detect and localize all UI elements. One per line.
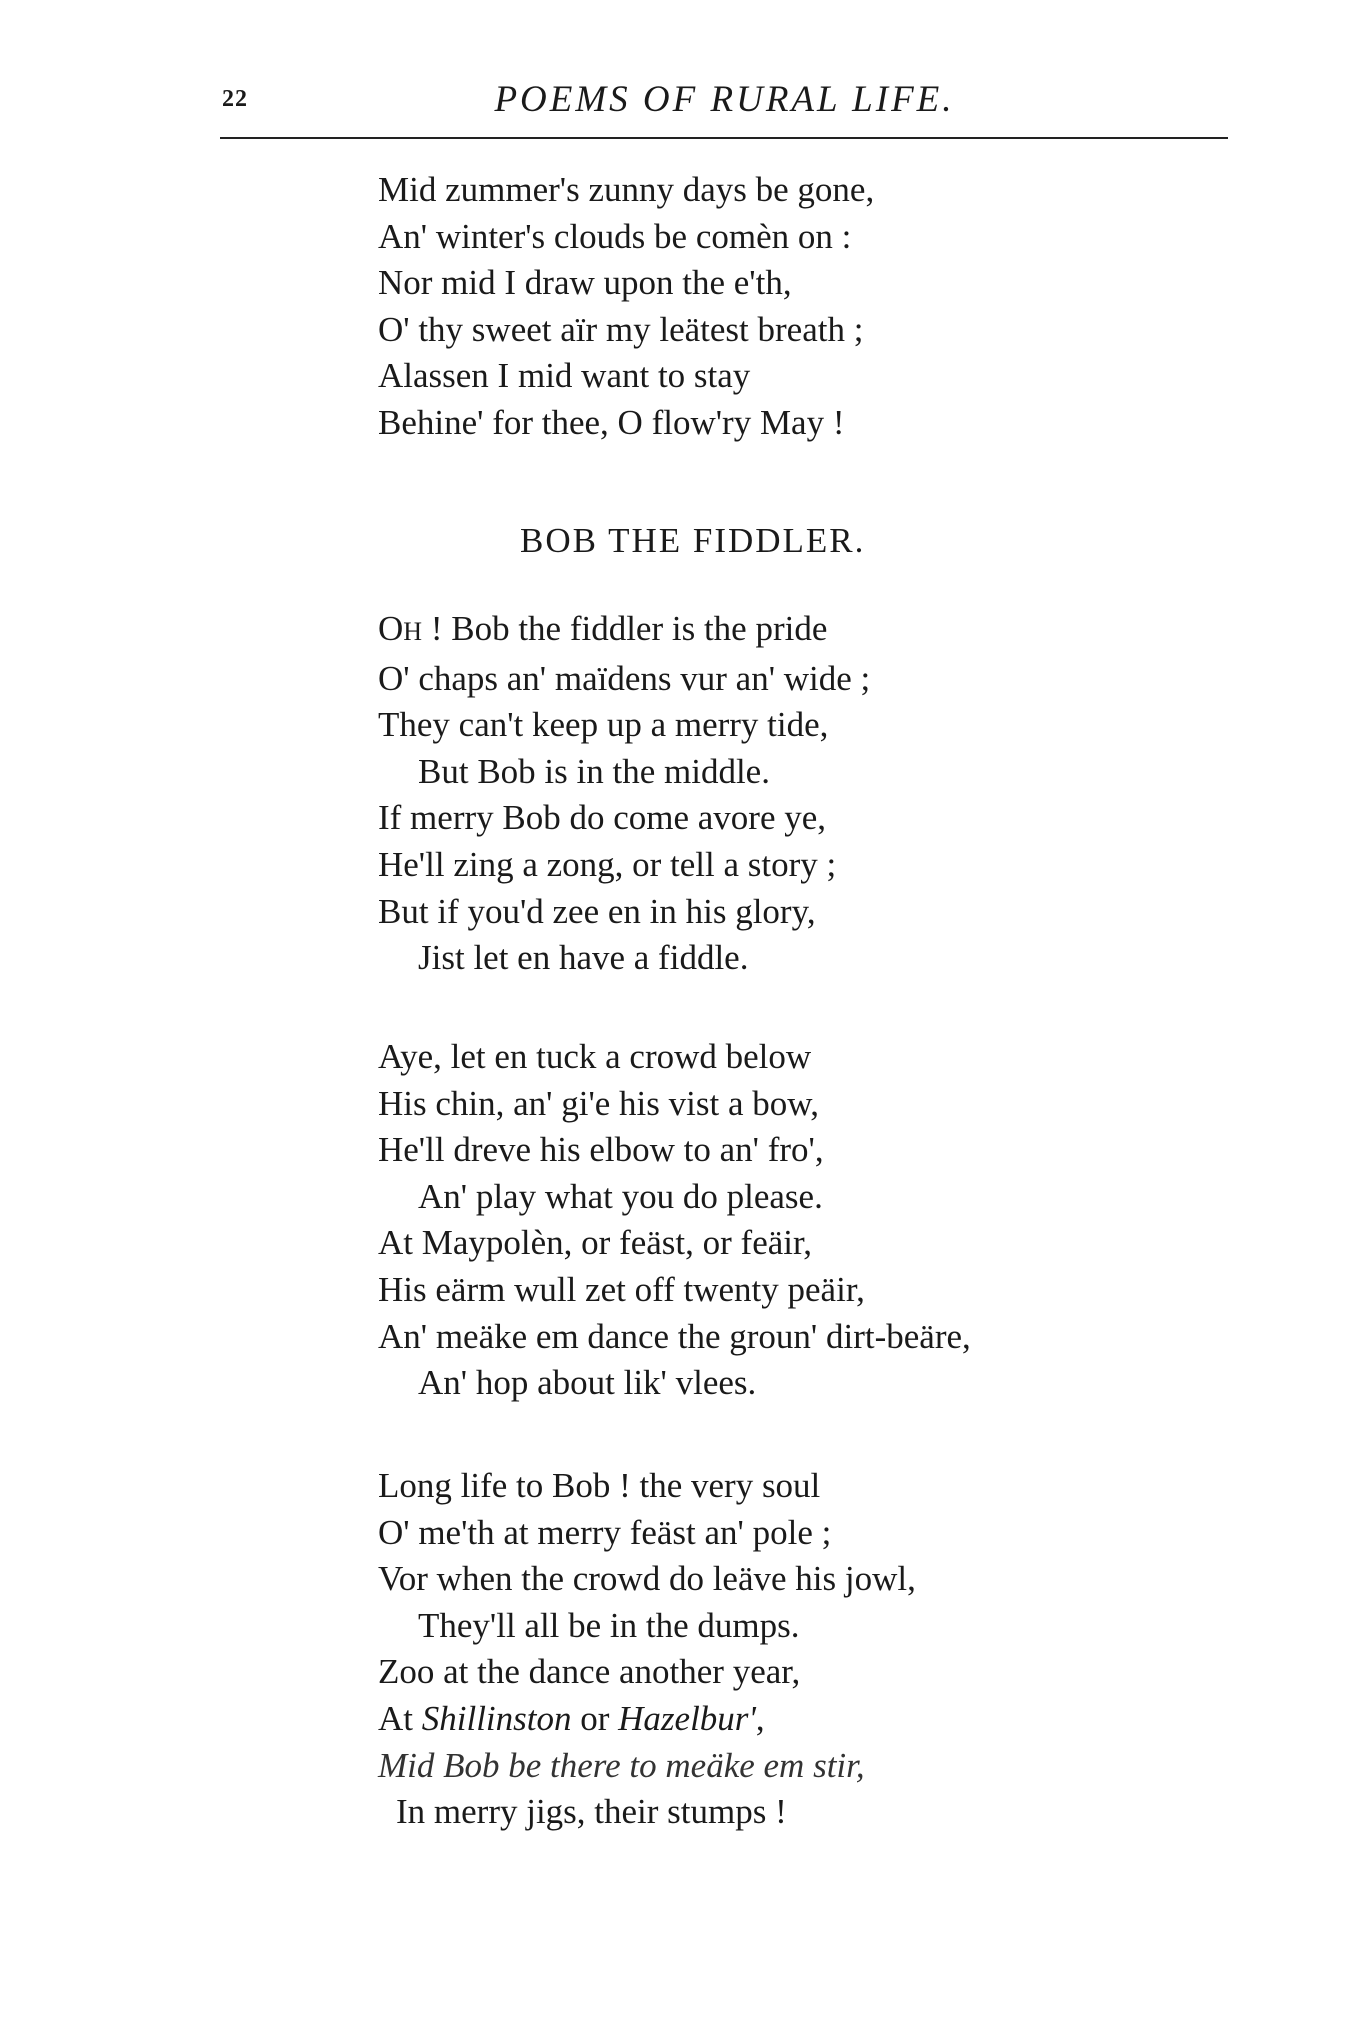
verse-line: O' chaps an' maïdens vur an' wide ; (378, 658, 871, 698)
verse-line: O' me'th at merry feäst an' pole ; (378, 1512, 832, 1552)
stanza-3 (378, 1463, 916, 1836)
opening-word (378, 609, 422, 648)
verse-line: Behine' for thee, O flow'ry May ! (378, 402, 845, 442)
verse-line: His eärm wull zet off twenty peäir, (378, 1269, 865, 1309)
verse-line: An' winter's clouds be comèn on : (378, 216, 852, 256)
running-title: POEMS OF RURAL LIFE. (494, 79, 955, 120)
place-name: Shillinston (421, 1698, 572, 1738)
previous-poem-ending (378, 167, 874, 447)
verse-line: If merry Bob do come avore ye, (378, 798, 827, 838)
header-rule (220, 137, 1228, 139)
verse-line: But Bob is in the middle. (418, 751, 770, 791)
verse-line: An' play what you do please. (418, 1176, 823, 1216)
verse-text: , (755, 1698, 765, 1738)
page-number: 22 (222, 86, 248, 112)
verse-line: Mid zummer's zunny days be gone, (378, 170, 875, 209)
small-caps-rest: H (403, 617, 423, 646)
verse-line: O' thy sweet aïr my leätest breath ; (378, 309, 864, 349)
verse-line: Mid Bob be there to meäke em stir, (378, 1745, 865, 1785)
verse-line: Zoo at the dance another year, (378, 1652, 801, 1692)
verse-line: Jist let en have a fiddle. (418, 938, 749, 978)
verse-line: An' hop about lik' vlees. (418, 1363, 757, 1403)
verse-line: Nor mid I draw upon the e'th, (378, 263, 792, 303)
stanza-2 (378, 1034, 971, 1407)
verse-line: In merry jigs, their stumps ! (396, 1792, 787, 1832)
verse-line: At Maypolèn, or feäst, or feäir, (378, 1223, 812, 1263)
verse-line: He'll zing a zong, or tell a story ; (378, 844, 837, 884)
verse-line: Long life to Bob ! the very soul (378, 1466, 821, 1505)
verse-line: He'll dreve his elbow to an' fro', (378, 1130, 824, 1170)
verse-text: At (378, 1698, 422, 1738)
verse-line-text: ! Bob the fiddler is the pride (422, 609, 828, 648)
place-name: Hazelbur' (618, 1698, 756, 1738)
verse-line (378, 606, 870, 656)
verse-line: But if you'd zee en in his glory, (378, 891, 816, 931)
verse-line: Vor when the crowd do leäve his jowl, (378, 1559, 916, 1599)
verse-line: They can't keep up a merry tide, (378, 705, 829, 745)
verse-text: or (571, 1698, 619, 1738)
verse-line: They'll all be in the dumps. (418, 1605, 800, 1645)
stanza-1 (378, 606, 870, 982)
verse-line (378, 1696, 916, 1743)
poem-title: BOB THE FIDDLER. (520, 521, 866, 560)
verse-line: An' meäke em dance the groun' dirt-beäre, (378, 1316, 971, 1356)
verse-line: His chin, an' gi'e his vist a bow, (378, 1083, 819, 1123)
verse-line: Aye, let en tuck a crowd below (378, 1037, 812, 1076)
verse-line: Alassen I mid want to stay (378, 356, 751, 396)
drop-initial: O (378, 609, 404, 648)
